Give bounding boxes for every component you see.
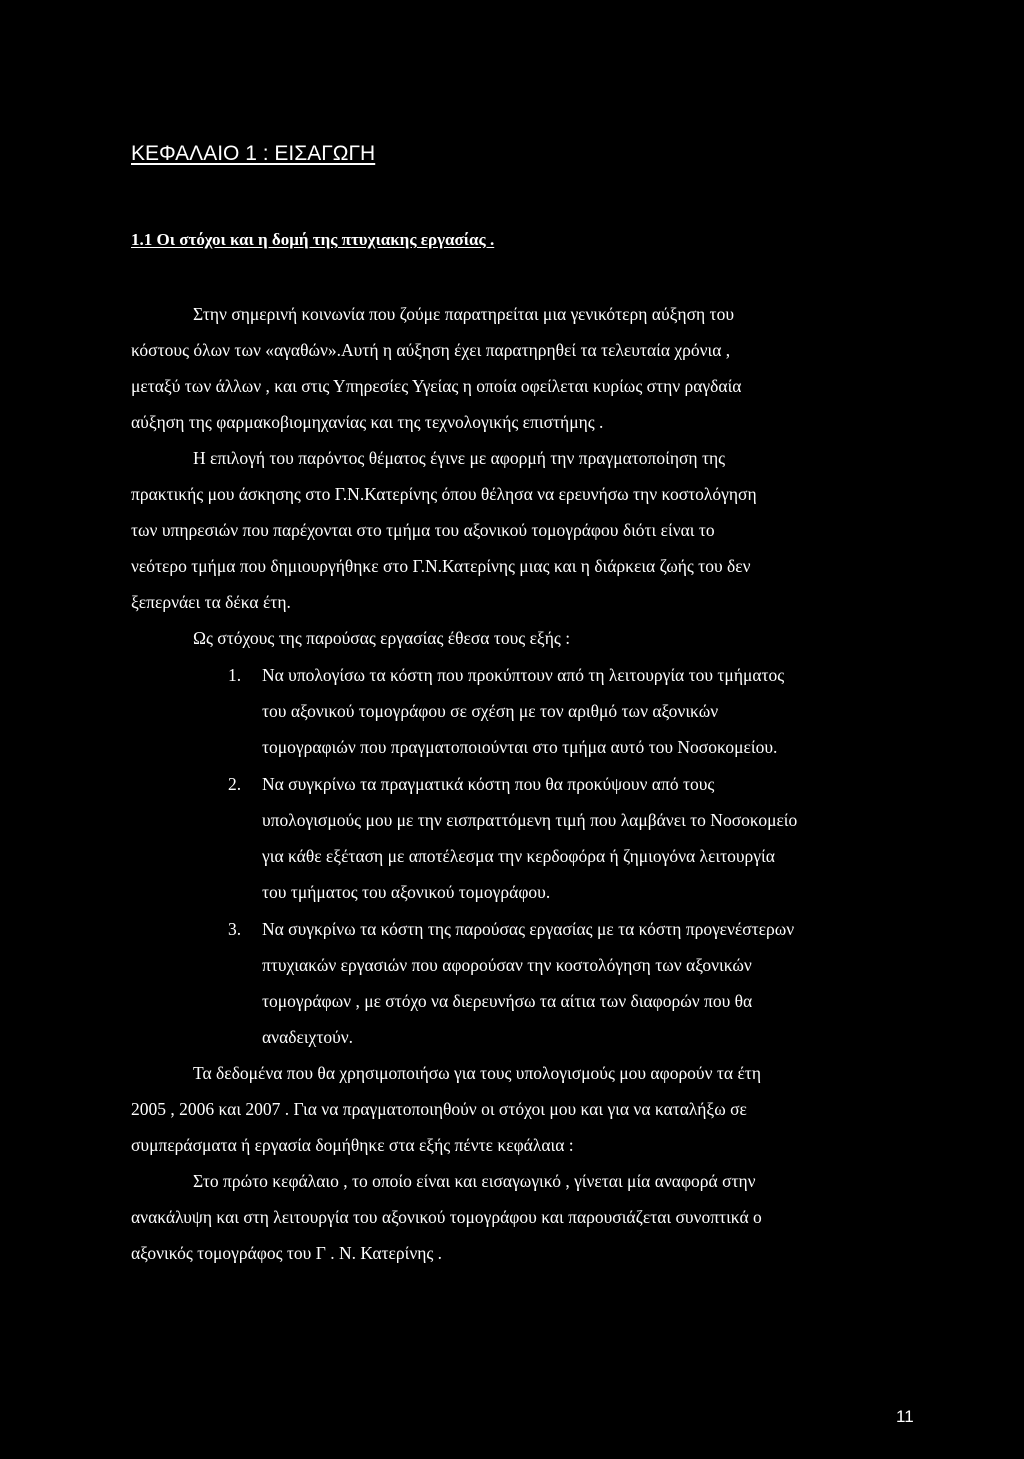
- goal-2-line-1: Να συγκρίνω τα πραγματικά κόστη που θα προκύψουν από τους: [262, 774, 715, 794]
- goals-intro: Ως στόχους της παρούσας εργασίας έθεσα τους εξής :: [193, 628, 571, 648]
- chapter-one-line-2: ανακάλυψη και στη λειτουργία του αξονικού τομογράφου και παρουσιάζεται συνοπτικά ο: [131, 1207, 762, 1227]
- goal-2-line-2: υπολογισμούς μου με την εισπραττόμενη τιμή που λαμβάνει το Νοσοκομείο: [262, 810, 798, 830]
- intro-line-3: μεταξύ των άλλων , και στις Υπηρεσίες Υγείας η οποία οφείλεται κυρίως στην ραγδαία: [131, 376, 742, 396]
- choice-line-1: Η επιλογή του παρόντος θέματος έγινε με αφορμή την πραγματοποίηση της: [193, 448, 726, 468]
- goal-number-2: 2.: [228, 774, 242, 794]
- intro-line-2: κόστους όλων των «αγαθών».Αυτή η αύξηση έχει παρατηρηθεί τα τελευταία χρόνια ,: [131, 340, 731, 360]
- goal-number-3: 3.: [228, 919, 242, 939]
- goal-1-line-1: Να υπολογίσω τα κόστη που προκύπτουν από τη λειτουργία του τμήματος: [262, 665, 785, 685]
- choice-line-2: πρακτικής μου άσκησης στο Γ.Ν.Κατερίνης όπου θέλησα να ερευνήσω την κοστολόγηση: [131, 484, 757, 504]
- data-line-2: 2005 , 2006 και 2007 . Για να πραγματοποιηθούν οι στόχοι μου και για να καταλήξω σε: [131, 1099, 747, 1119]
- goal-3-line-1: Να συγκρίνω τα κόστη της παρούσας εργασίας με τα κόστη προγενέστερων: [262, 919, 795, 939]
- chapter-heading: ΚΕΦΑΛΑΙΟ 1 : ΕΙΣΑΓΩΓΗ: [131, 142, 376, 165]
- goal-1-line-2: του αξονικού τομογράφου σε σχέση με τον αριθμό των αξονικών: [262, 701, 719, 721]
- intro-line-1: Στην σημερινή κοινωνία που ζούμε παρατηρείται μια γενικότερη αύξηση του: [193, 304, 734, 324]
- section-heading: 1.1 Οι στόχοι και η δομή της πτυχιακης εργασίας .: [131, 230, 495, 249]
- goal-number-1: 1.: [228, 665, 242, 685]
- goal-2-line-4: του τμήματος του αξονικού τομογράφου.: [262, 882, 551, 902]
- goal-3-line-2: πτυχιακών εργασιών που αφορούσαν την κοστολόγηση των αξονικών: [262, 955, 752, 975]
- data-line-1: Τα δεδομένα που θα χρησιμοποιήσω για τους υπολογισμούς μου αφορούν τα έτη: [193, 1063, 761, 1083]
- choice-line-5: ξεπερνάει τα δέκα έτη.: [131, 592, 291, 612]
- chapter-one-line-1: Στο πρώτο κεφάλαιο , το οποίο είναι και εισαγωγικό , γίνεται μία αναφορά στην: [193, 1171, 756, 1191]
- goal-3-line-3: τομογράφων , με στόχο να διερευνήσω τα αίτια των διαφορών που θα: [262, 991, 753, 1011]
- data-line-3: συμπεράσματα ή εργασία δομήθηκε στα εξής πέντε κεφάλαια :: [131, 1135, 574, 1155]
- goal-2-line-3: για κάθε εξέταση με αποτέλεσμα την κερδοφόρα ή ζημιογόνα λειτουργία: [262, 846, 775, 866]
- choice-line-4: νεότερο τμήμα που δημιουργήθηκε στο Γ.Ν.Κατερίνης μιας και η διάρκεια ζωής του δεν: [131, 556, 751, 576]
- chapter-one-line-3: αξονικός τομογράφος του Γ . Ν. Κατερίνης .: [131, 1243, 443, 1263]
- goal-1-line-3: τομογραφιών που πραγματοποιούνται στο τμήμα αυτό του Νοσοκομείου.: [262, 737, 778, 757]
- choice-line-3: των υπηρεσιών που παρέχονται στο τμήμα του αξονικού τομογράφου διότι είναι το: [131, 520, 715, 540]
- page-number: 11: [896, 1407, 914, 1426]
- intro-line-4: αύξηση της φαρμακοβιομηχανίας και της τεχνολογικής επιστήμης .: [131, 412, 604, 432]
- goal-3-line-4: αναδειχτούν.: [262, 1027, 354, 1047]
